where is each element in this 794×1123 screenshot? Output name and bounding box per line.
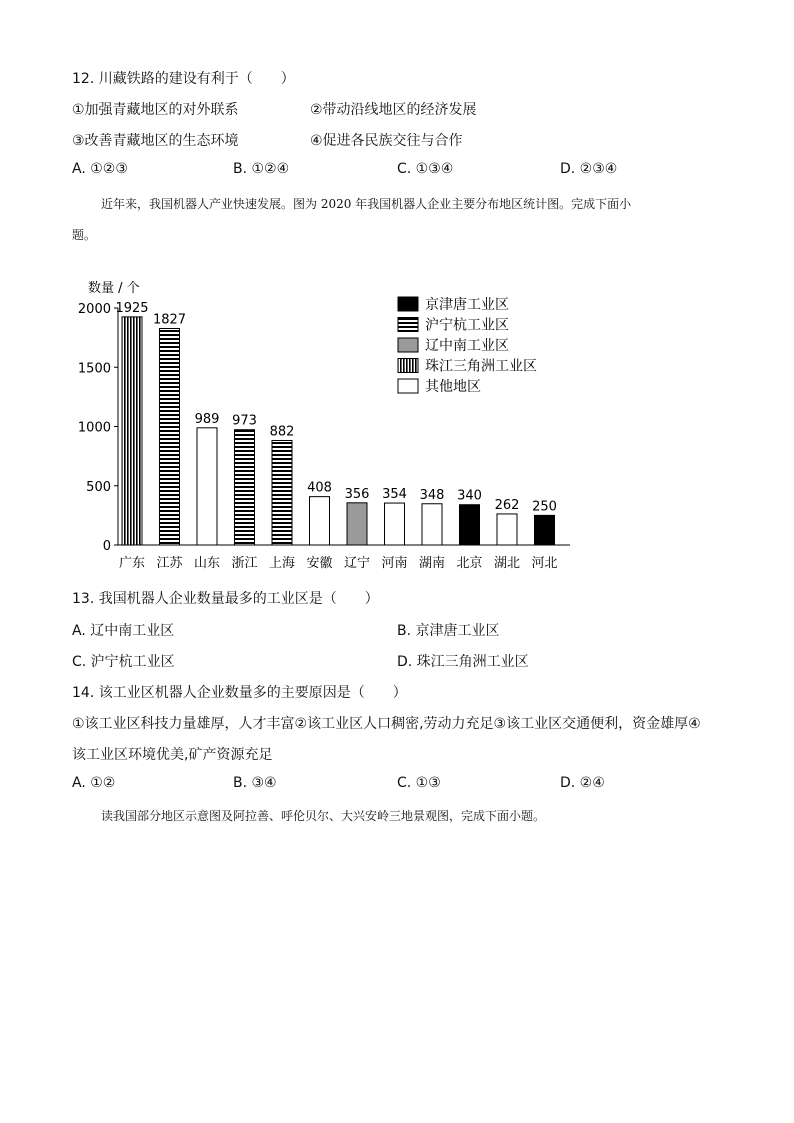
chart-bar-value-label: 973: [232, 413, 257, 429]
q12-option-c: C. ①③④: [397, 161, 454, 177]
q13-stem: 13. 我国机器人企业数量最多的工业区是（ ）: [72, 591, 379, 607]
chart-x-tick-label: 江苏: [156, 556, 183, 571]
chart-bar-value-label: 989: [194, 411, 220, 427]
chart-legend-label: 京津唐工业区: [425, 297, 509, 313]
chart-bar-value-label: 262: [494, 497, 520, 513]
q12-item-1: ①加强青藏地区的对外联系: [72, 102, 239, 118]
q12-option-b: B. ①②④: [233, 161, 290, 177]
chart-bar: [310, 497, 330, 545]
intro-2-line-1: 读我国部分地区示意图及阿拉善、呼伦贝尔、大兴安岭三地景观图，完成下面小题。: [101, 809, 546, 823]
chart-bar-value-label: 356: [344, 486, 370, 502]
chart-legend-swatch: [398, 318, 418, 332]
chart-bar-value-label: 348: [419, 487, 445, 503]
intro-1-line-2: 题。: [72, 228, 97, 242]
chart-x-tick-label: 山东: [193, 556, 221, 571]
chart-legend-swatch: [398, 297, 418, 311]
chart-bar-value-label: 408: [307, 480, 332, 496]
chart-legend-swatch: [398, 379, 418, 393]
chart-legend-label: 珠江三角洲工业区: [425, 358, 537, 375]
chart-x-tick-label: 辽宁: [343, 556, 371, 571]
intro-1-line-1: 近年来，我国机器人产业快速发展。图为 2020 年我国机器人企业主要分布地区统计图。完成下面小: [101, 197, 632, 211]
chart-bar-value-label: 1925: [115, 300, 149, 316]
robot-enterprise-chart: [70, 270, 590, 580]
q13-option-b: B. 京津唐工业区: [397, 623, 500, 639]
chart-svg: [70, 270, 590, 580]
chart-y-axis-label: 数量 / 个: [88, 281, 140, 296]
chart-x-tick-label: 湖北: [493, 556, 521, 571]
q12-option-a: A. ①②③: [72, 161, 128, 177]
chart-bar: [422, 504, 442, 545]
chart-y-tick-label: 500: [86, 479, 111, 495]
chart-bar: [460, 505, 480, 545]
chart-x-tick-label: 上海: [268, 556, 296, 571]
q12-stem: 12. 川藏铁路的建设有利于（ ）: [72, 71, 295, 87]
chart-x-tick-label: 湖南: [418, 556, 446, 571]
q14-option-b: B. ③④: [233, 775, 277, 791]
chart-x-tick-label: 北京: [456, 556, 483, 571]
q14-option-c: C. ①③: [397, 775, 441, 791]
chart-bar-value-label: 250: [532, 499, 557, 515]
chart-bar: [235, 430, 255, 545]
chart-bar: [122, 317, 142, 545]
chart-legend-label: 其他地区: [425, 379, 481, 395]
chart-bar: [197, 428, 217, 545]
chart-bar-value-label: 1827: [152, 312, 187, 328]
chart-x-tick-label: 河南: [381, 556, 408, 571]
q12-option-d: D. ②③④: [560, 161, 618, 177]
chart-bar: [385, 503, 405, 545]
chart-bar: [160, 329, 180, 545]
chart-bar: [272, 440, 292, 545]
chart-legend-swatch: [398, 338, 418, 352]
chart-y-tick-label: 0: [102, 539, 111, 554]
q13-option-d: D. 珠江三角洲工业区: [397, 654, 529, 670]
q12-item-4: ④促进各民族交往与合作: [310, 133, 463, 149]
chart-x-tick-label: 安徽: [306, 556, 333, 571]
q14-option-a: A. ①②: [72, 775, 116, 791]
chart-x-tick-label: 浙江: [231, 556, 258, 571]
q14-option-d: D. ②④: [560, 775, 605, 791]
chart-bar: [347, 503, 367, 545]
chart-y-tick-label: 2000: [77, 302, 111, 317]
chart-legend-swatch: [398, 359, 418, 373]
q13-option-a: A. 辽中南工业区: [72, 623, 175, 639]
q14-line-1: ①该工业区科技力量雄厚，人才丰富②该工业区人口稠密,劳动力充足③该工业区交通便利，资金雄厚④: [72, 716, 701, 732]
chart-legend-label: 辽中南工业区: [425, 338, 509, 354]
chart-bar: [497, 514, 517, 545]
chart-y-tick-label: 1000: [77, 420, 111, 436]
chart-bar-value-label: 882: [269, 424, 295, 440]
chart-bar-value-label: 340: [457, 488, 482, 504]
q13-option-c: C. 沪宁杭工业区: [72, 654, 175, 670]
q14-stem: 14. 该工业区机器人企业数量多的主要原因是（ ）: [72, 685, 407, 701]
q12-item-2: ②带动沿线地区的经济发展: [310, 102, 477, 118]
chart-bar: [535, 515, 555, 545]
chart-x-tick-label: 河北: [531, 556, 558, 571]
chart-x-tick-label: 广东: [118, 556, 146, 571]
chart-legend-label: 沪宁杭工业区: [425, 317, 509, 334]
q14-line-2: 该工业区环境优美,矿产资源充足: [72, 747, 273, 763]
q12-item-3: ③改善青藏地区的生态环境: [72, 133, 239, 149]
chart-y-tick-label: 1500: [77, 361, 111, 377]
chart-bar-value-label: 354: [382, 487, 407, 503]
